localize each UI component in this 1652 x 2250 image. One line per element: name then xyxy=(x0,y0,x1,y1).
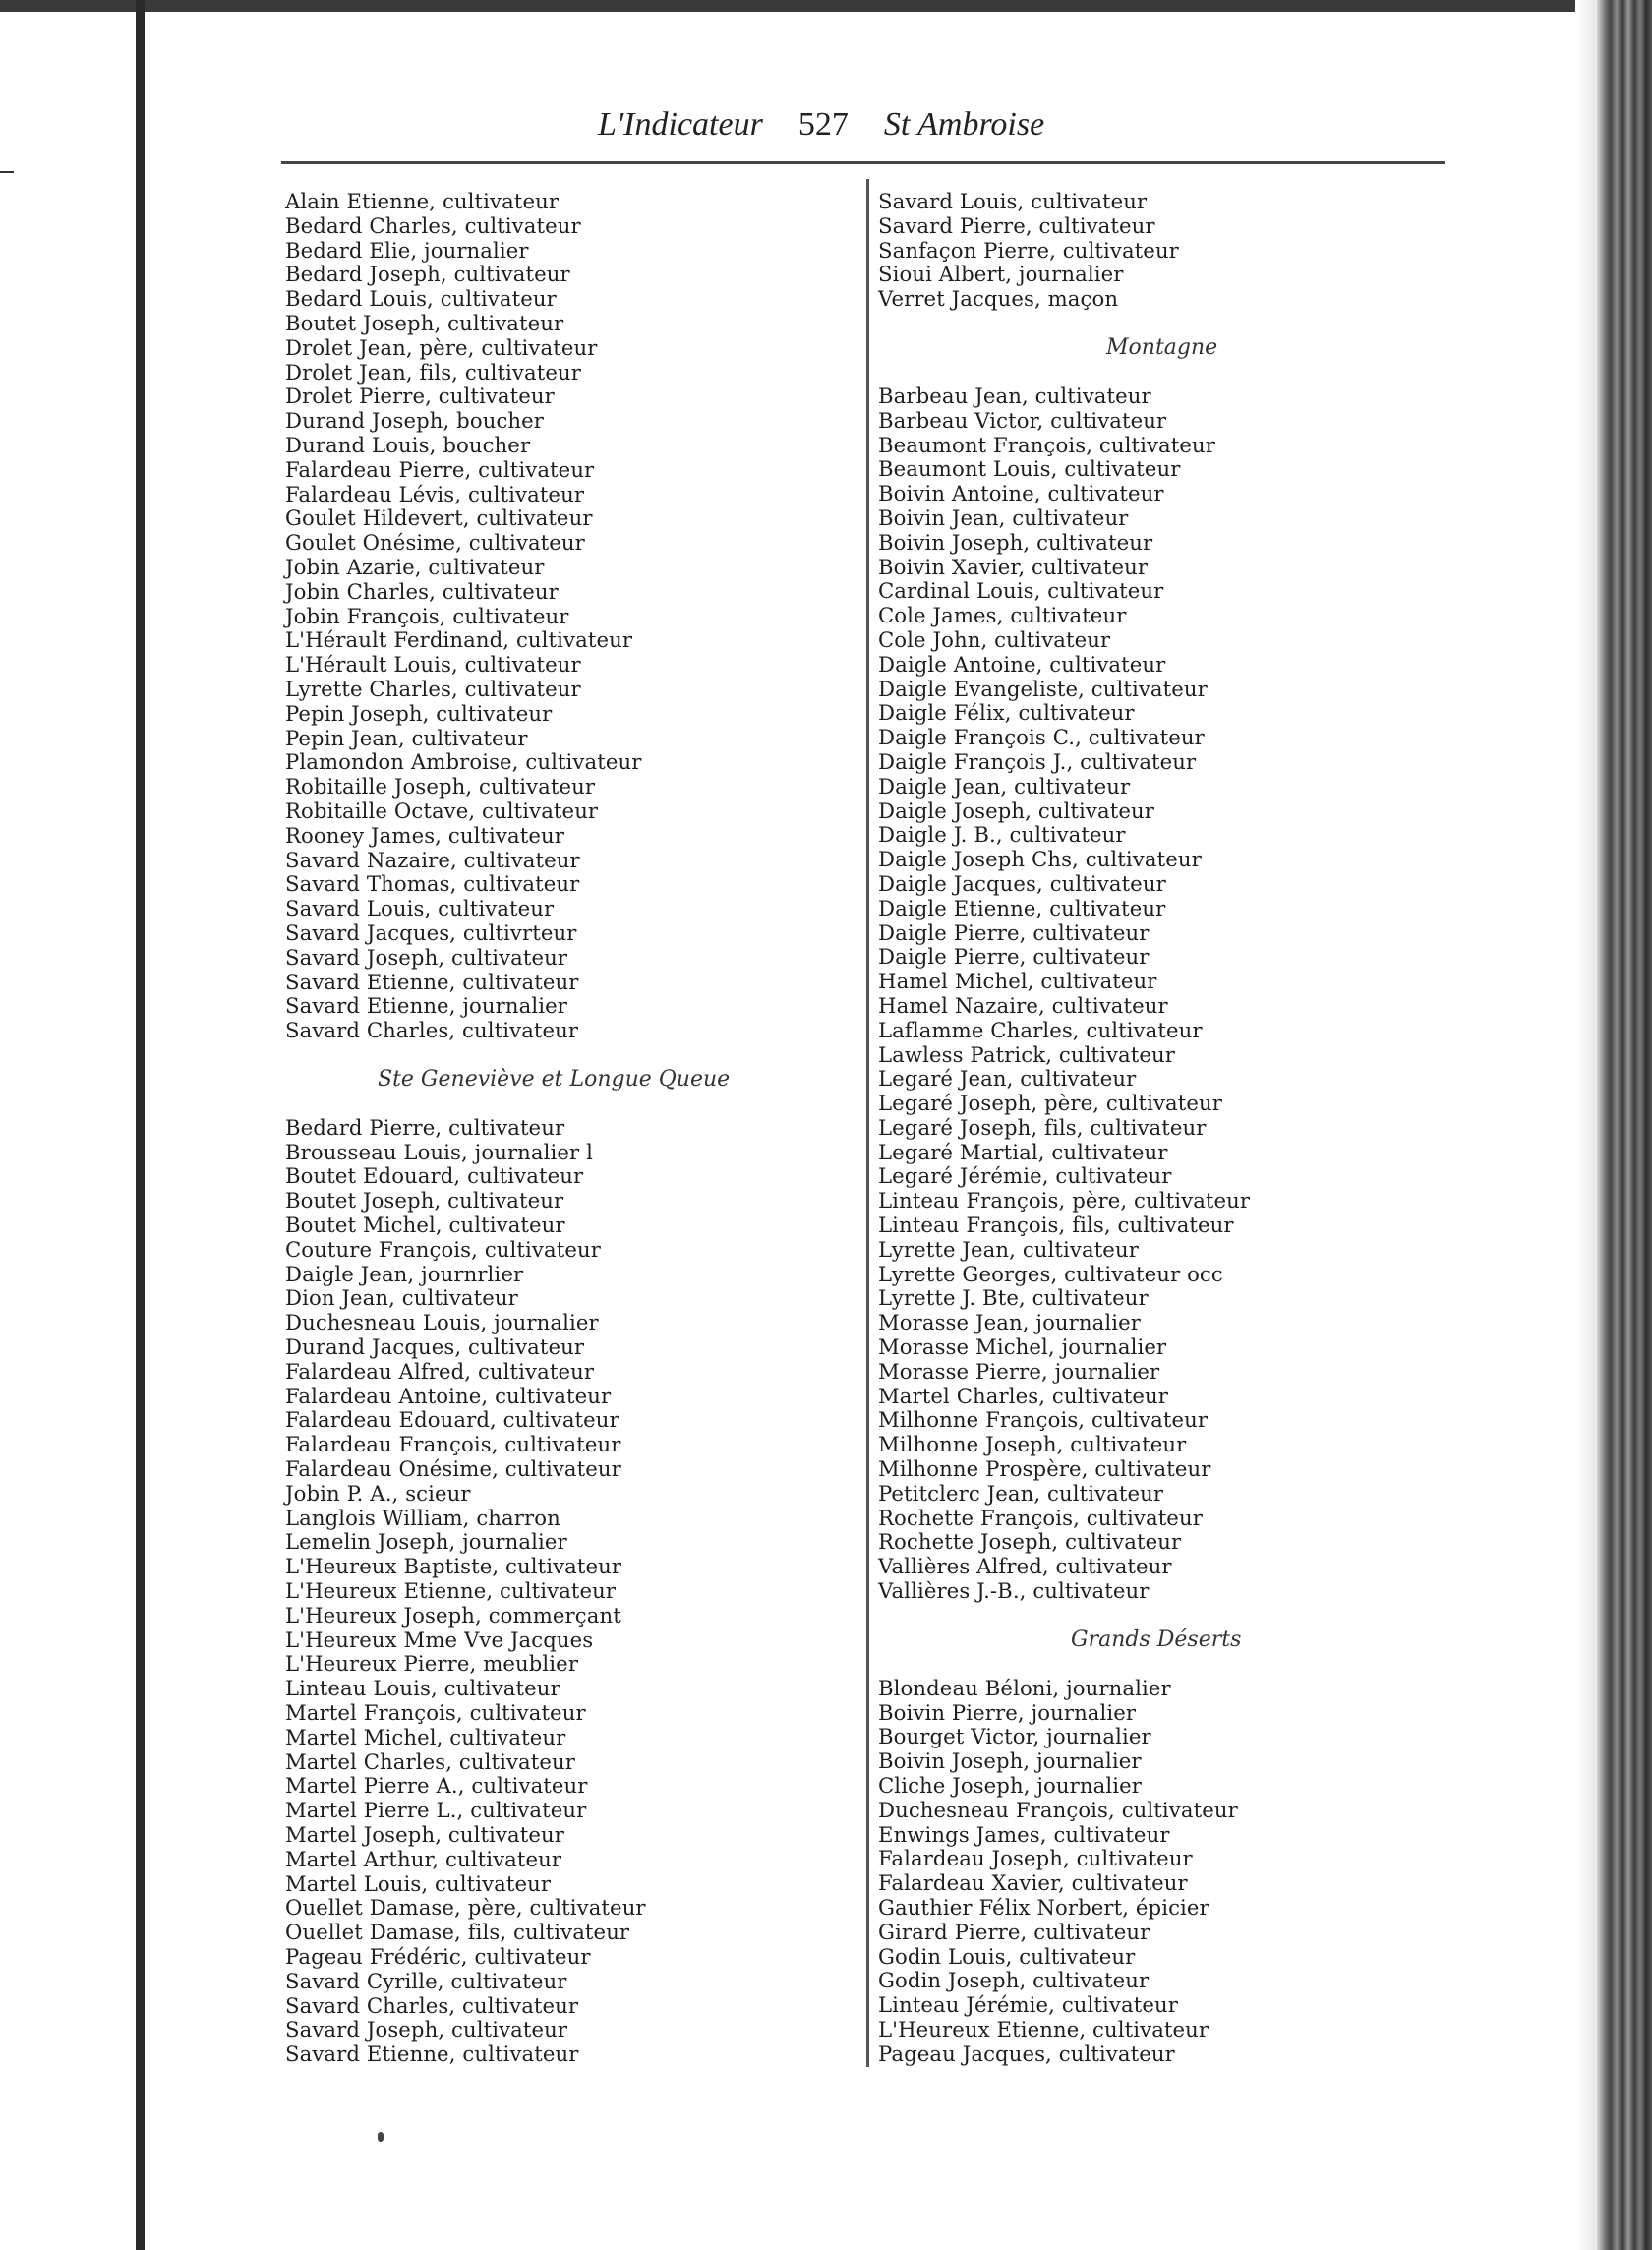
running-header xyxy=(598,106,1149,153)
directory-entry: Rochette Joseph, cultivateur xyxy=(878,1529,1182,1555)
directory-entry: Lawless Patrick, cultivateur xyxy=(878,1041,1175,1067)
directory-entry: Dion Jean, cultivateur xyxy=(285,1285,518,1311)
directory-entry: Savard Jacques, cultivrteur xyxy=(285,919,577,945)
directory-entry: Durand Jacques, cultivateur xyxy=(285,1334,585,1360)
directory-entry: Savard Louis, cultivateur xyxy=(878,189,1148,213)
directory-entry: Sioui Albert, journalier xyxy=(878,262,1124,287)
directory-entry: Boivin Xavier, cultivateur xyxy=(878,554,1149,579)
directory-entry: Martel Charles, cultivateur xyxy=(285,1748,576,1774)
book-spine xyxy=(1597,0,1652,2250)
directory-entry: Boivin Antoine, cultivateur xyxy=(878,481,1164,506)
directory-entry: Pepin Jean, cultivateur xyxy=(285,725,528,750)
directory-entry: Falardeau Xavier, cultivateur xyxy=(878,1870,1188,1896)
directory-entry: Linteau Louis, cultivateur xyxy=(285,1676,560,1701)
directory-entry: Falardeau Onésime, cultivateur xyxy=(285,1456,621,1482)
directory-entry: L'Heureux Baptiste, cultivateur xyxy=(285,1554,622,1579)
directory-entry: Bedard Charles, cultivateur xyxy=(285,212,581,238)
directory-entry: Daigle François J., cultivateur xyxy=(878,748,1197,774)
directory-entry: Savard Etienne, journalier xyxy=(285,993,567,1019)
directory-entry: Hamel Michel, cultivateur xyxy=(878,969,1157,994)
directory-entry: Savard Etienne, cultivateur xyxy=(285,2042,579,2067)
directory-entry: Daigle Antoine, cultivateur xyxy=(878,651,1166,677)
directory-entry: Martel François, cultivateur xyxy=(285,1700,586,1726)
left-list-1 xyxy=(285,190,856,1043)
directory-entry: Daigle Félix, cultivateur xyxy=(878,700,1135,726)
directory-entry: Boutet Joseph, cultivateur xyxy=(285,1188,564,1214)
directory-entry: Robitaille Octave, cultivateur xyxy=(285,798,599,823)
scan-left-edge xyxy=(136,0,145,2250)
directory-entry: Daigle J. B., cultivateur xyxy=(878,822,1126,848)
directory-entry: Savard Etienne, cultivateur xyxy=(285,969,579,994)
directory-entry: Daigle Jean, journrlier xyxy=(285,1261,524,1286)
directory-entry: Petitclerc Jean, cultivateur xyxy=(878,1480,1164,1506)
ink-speck xyxy=(378,2132,384,2142)
directory-entry: Legaré Joseph, fils, cultivateur xyxy=(878,1114,1207,1140)
directory-entry: Bedard Joseph, cultivateur xyxy=(285,262,570,287)
directory-entry: Lyrette Charles, cultivateur xyxy=(285,676,581,701)
directory-entry: Rooney James, cultivateur xyxy=(285,822,564,848)
directory-entry: Morasse Michel, journalier xyxy=(878,1334,1167,1360)
directory-entry: Lyrette J. Bte, cultivateur xyxy=(878,1285,1149,1311)
directory-entry: Duchesneau Louis, journalier xyxy=(285,1310,599,1335)
header-rule xyxy=(281,161,1446,164)
directory-entry: Daigle Joseph Chs, cultivateur xyxy=(878,847,1202,872)
directory-entry: Girard Pierre, cultivateur xyxy=(878,1919,1150,1944)
directory-entry: Couture François, cultivateur xyxy=(285,1236,601,1262)
directory-entry: Martel Michel, cultivateur xyxy=(285,1724,566,1749)
directory-entry: Drolet Pierre, cultivateur xyxy=(285,384,555,409)
directory-entry: Cole John, cultivateur xyxy=(878,626,1111,652)
directory-entry: Durand Louis, boucher xyxy=(285,432,531,457)
directory-entry: Falardeau Edouard, cultivateur xyxy=(285,1407,620,1433)
directory-entry: Martel Charles, cultivateur xyxy=(878,1383,1169,1408)
directory-entry: Duchesneau François, cultivateur xyxy=(878,1797,1238,1822)
directory-entry: Lyrette Jean, cultivateur xyxy=(878,1236,1139,1262)
directory-entry: Falardeau Pierre, cultivateur xyxy=(285,456,595,482)
directory-entry: Bourget Victor, journalier xyxy=(878,1724,1151,1749)
column-divider xyxy=(866,179,869,2067)
directory-entry: L'Hérault Louis, cultivateur xyxy=(285,652,581,678)
directory-entry: Martel Louis, cultivateur xyxy=(285,1870,552,1896)
directory-entry: Daigle Pierre, cultivateur xyxy=(878,919,1150,945)
directory-entry: Savard Charles, cultivateur xyxy=(285,1992,579,2018)
directory-entry: Daigle Pierre, cultivateur xyxy=(878,944,1150,970)
directory-entry: Lemelin Joseph, journalier xyxy=(285,1529,567,1555)
directory-entry: Drolet Jean, père, cultivateur xyxy=(285,334,598,360)
section-heading-ste-genevieve: Ste Geneviève et Longue Queue xyxy=(378,1066,731,1092)
directory-entry: Plamondon Ambroise, cultivateur xyxy=(285,749,642,775)
directory-entry: Daigle Joseph, cultivateur xyxy=(878,798,1154,823)
directory-entry: Savard Nazaire, cultivateur xyxy=(285,847,580,872)
directory-entry: Cole James, cultivateur xyxy=(878,603,1127,628)
directory-entry: L'Heureux Etienne, cultivateur xyxy=(878,2016,1210,2042)
directory-entry: Jobin Charles, cultivateur xyxy=(285,578,559,604)
directory-entry: Jobin Azarie, cultivateur xyxy=(285,554,545,579)
directory-entry: Savard Thomas, cultivateur xyxy=(285,871,580,897)
directory-entry: Legaré Joseph, père, cultivateur xyxy=(878,1091,1222,1116)
right-list-3 xyxy=(878,1677,1448,2067)
directory-entry: Goulet Hildevert, cultivateur xyxy=(285,505,593,531)
right-list-1 xyxy=(878,190,1448,312)
directory-entry: Boivin Joseph, cultivateur xyxy=(878,529,1153,555)
directory-entry: Martel Pierre A., cultivateur xyxy=(285,1773,588,1799)
directory-entry: Barbeau Victor, cultivateur xyxy=(878,407,1167,433)
directory-entry: Savard Joseph, cultivateur xyxy=(285,2017,568,2043)
directory-entry: Godin Louis, cultivateur xyxy=(878,1943,1136,1969)
directory-entry: Boivin Pierre, journalier xyxy=(878,1699,1137,1725)
directory-entry: Savard Louis, cultivateur xyxy=(285,896,555,921)
directory-entry: Alain Etienne, cultivateur xyxy=(285,189,560,213)
page-edge-shadow xyxy=(1575,0,1597,2250)
directory-entry: Savard Cyrille, cultivateur xyxy=(285,1968,567,1993)
right-column xyxy=(878,190,1448,2067)
directory-entry: L'Hérault Ferdinand, cultivateur xyxy=(285,627,633,653)
directory-entry: Drolet Jean, fils, cultivateur xyxy=(285,359,581,385)
directory-entry: L'Heureux Pierre, meublier xyxy=(285,1651,579,1677)
directory-entry: Daigle Jean, cultivateur xyxy=(878,773,1131,799)
directory-entry: Daigle Etienne, cultivateur xyxy=(878,895,1166,920)
directory-entry: Morasse Pierre, journalier xyxy=(878,1358,1160,1384)
directory-entry: Brousseau Louis, journalier l xyxy=(285,1139,593,1164)
directory-entry: Cardinal Louis, cultivateur xyxy=(878,578,1164,604)
directory-entry: Pageau Jacques, cultivateur xyxy=(878,2041,1175,2066)
directory-entry: Rochette François, cultivateur xyxy=(878,1505,1203,1530)
directory-entry: Vallières Alfred, cultivateur xyxy=(878,1554,1172,1579)
directory-entry: Durand Joseph, boucher xyxy=(285,408,545,434)
directory-entry: Falardeau Lévis, cultivateur xyxy=(285,481,585,506)
directory-entry: Boutet Joseph, cultivateur xyxy=(285,310,564,335)
directory-entry: Enwings James, cultivateur xyxy=(878,1821,1170,1847)
directory-entry: Falardeau Joseph, cultivateur xyxy=(878,1846,1193,1871)
directory-entry: Robitaille Joseph, cultivateur xyxy=(285,774,596,799)
directory-entry: Bedard Elie, journalier xyxy=(285,237,529,263)
directory-entry: Beaumont Louis, cultivateur xyxy=(878,456,1181,482)
directory-entry: Jobin François, cultivateur xyxy=(285,603,569,628)
directory-entry: Falardeau Antoine, cultivateur xyxy=(285,1383,612,1408)
scan-margin-mark xyxy=(0,171,14,173)
directory-entry: Falardeau François, cultivateur xyxy=(285,1432,621,1457)
directory-entry: Daigle François C., cultivateur xyxy=(878,725,1205,750)
left-list-2 xyxy=(285,1116,856,2067)
directory-entry: Legaré Jean, cultivateur xyxy=(878,1066,1137,1092)
directory-entry: Martel Arthur, cultivateur xyxy=(285,1846,562,1871)
directory-entry: Boivin Jean, cultivateur xyxy=(878,504,1129,530)
directory-entry: Milhonne Joseph, cultivateur xyxy=(878,1432,1187,1457)
directory-entry: L'Heureux Mme Vve Jacques xyxy=(285,1627,594,1652)
directory-entry: Boutet Edouard, cultivateur xyxy=(285,1163,584,1189)
page-number: 527 xyxy=(797,106,849,143)
directory-entry: Bedard Pierre, cultivateur xyxy=(285,1114,565,1140)
section-heading-montagne: Montagne xyxy=(1106,334,1218,360)
directory-entry: Boutet Michel, cultivateur xyxy=(285,1213,565,1238)
directory-entry: Cliche Joseph, journalier xyxy=(878,1773,1142,1799)
directory-entry: Savard Charles, cultivateur xyxy=(285,1018,579,1043)
directory-entry: Ouellet Damase, père, cultivateur xyxy=(285,1895,646,1921)
directory-entry: Sanfaçon Pierre, cultivateur xyxy=(878,237,1179,263)
directory-entry: Milhonne François, cultivateur xyxy=(878,1407,1209,1433)
directory-entry: Langlois William, charron xyxy=(285,1505,560,1530)
directory-entry: Lyrette Georges, cultivateur occ xyxy=(878,1261,1223,1286)
directory-entry: Blondeau Béloni, journalier xyxy=(878,1675,1171,1700)
directory-entry: Jobin P. A., scieur xyxy=(285,1480,471,1506)
header-title: L'Indicateur xyxy=(598,106,763,143)
directory-entry: Martel Pierre L., cultivateur xyxy=(285,1798,587,1823)
directory-entry: Daigle Jacques, cultivateur xyxy=(878,870,1166,896)
directory-entry: Bedard Louis, cultivateur xyxy=(285,286,557,312)
section-heading-grands-deserts: Grands Déserts xyxy=(1071,1627,1242,1652)
directory-entry: Godin Joseph, cultivateur xyxy=(878,1968,1150,1993)
directory-entry: L'Heureux Joseph, commerçant xyxy=(285,1602,621,1628)
directory-entry: Legaré Jérémie, cultivateur xyxy=(878,1163,1172,1189)
directory-entry: Verret Jacques, maçon xyxy=(878,286,1119,312)
directory-entry: Daigle Evangeliste, cultivateur xyxy=(878,676,1208,701)
right-list-2 xyxy=(878,385,1448,1604)
directory-entry: Hamel Nazaire, cultivateur xyxy=(878,992,1168,1018)
directory-entry: Laflamme Charles, cultivateur xyxy=(878,1017,1203,1042)
directory-entry: Pepin Joseph, cultivateur xyxy=(285,700,553,726)
directory-entry: Savard Joseph, cultivateur xyxy=(285,944,568,970)
scan-top-edge xyxy=(0,0,1652,12)
directory-entry: L'Heureux Etienne, cultivateur xyxy=(285,1578,617,1604)
header-place: St Ambroise xyxy=(883,106,1045,143)
directory-entry: Linteau Jérémie, cultivateur xyxy=(878,1992,1178,2018)
directory-entry: Ouellet Damase, fils, cultivateur xyxy=(285,1920,630,1945)
directory-entry: Falardeau Alfred, cultivateur xyxy=(285,1358,595,1384)
directory-entry: Savard Pierre, cultivateur xyxy=(878,212,1155,238)
directory-entry: Linteau François, père, cultivateur xyxy=(878,1188,1251,1214)
directory-entry: Boivin Joseph, journalier xyxy=(878,1748,1142,1774)
directory-entry: Linteau François, fils, cultivateur xyxy=(878,1213,1234,1238)
directory-entry: Morasse Jean, journalier xyxy=(878,1310,1142,1335)
directory-entry: Beaumont François, cultivateur xyxy=(878,432,1215,457)
directory-entry: Barbeau Jean, cultivateur xyxy=(878,383,1151,408)
directory-entry: Vallières J.-B., cultivateur xyxy=(878,1578,1150,1604)
left-column xyxy=(285,190,856,2067)
directory-entry: Legaré Martial, cultivateur xyxy=(878,1139,1168,1164)
directory-entry: Milhonne Prospère, cultivateur xyxy=(878,1456,1211,1482)
directory-entry: Gauthier Félix Norbert, épicier xyxy=(878,1895,1210,1920)
directory-entry: Martel Joseph, cultivateur xyxy=(285,1822,564,1847)
directory-entry: Goulet Onésime, cultivateur xyxy=(285,530,585,556)
directory-entry: Pageau Frédéric, cultivateur xyxy=(285,1943,591,1969)
